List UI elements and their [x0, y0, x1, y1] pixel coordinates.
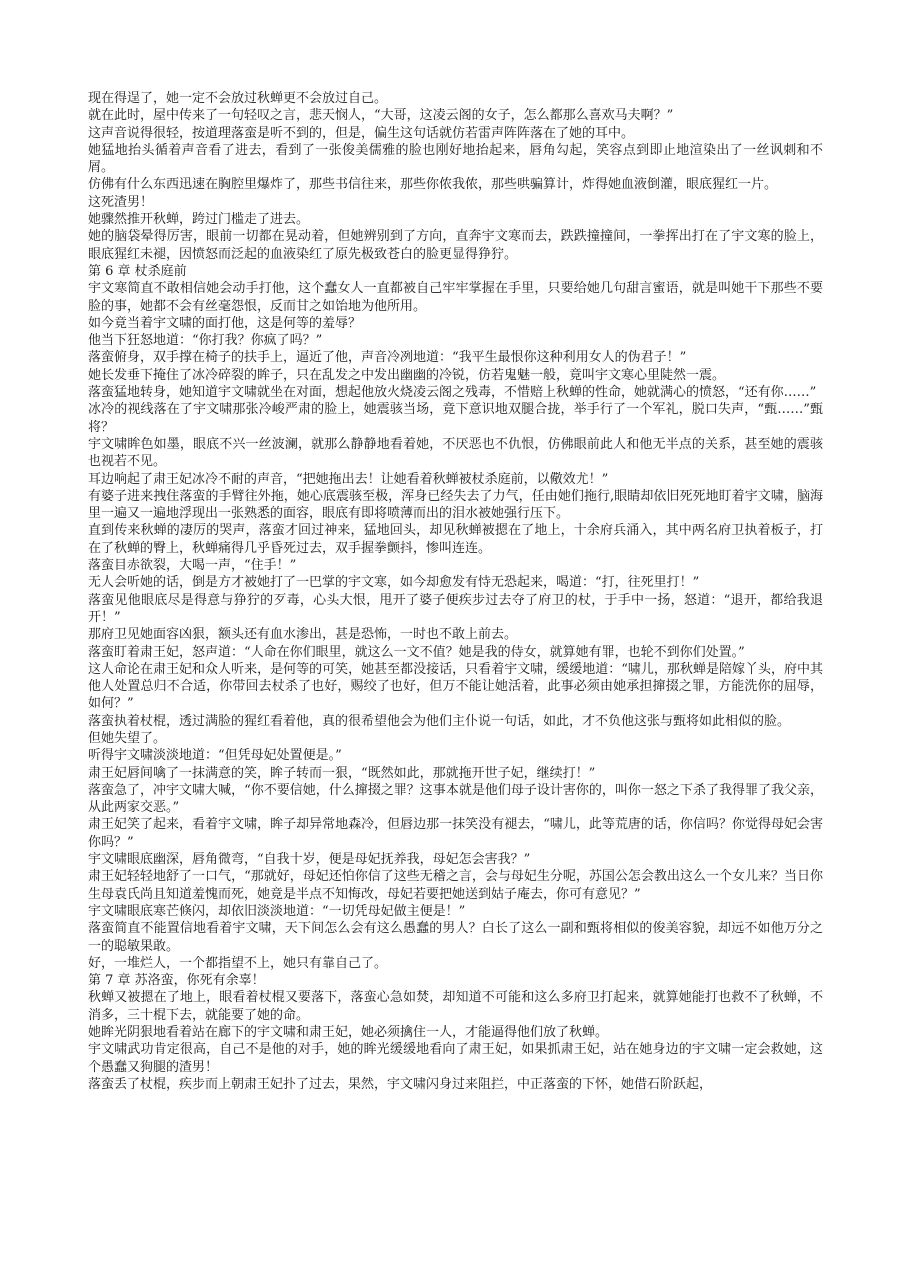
paragraph: 那府卫见她面容凶狠，额头还有血水渗出，甚是恐怖，一时也不敢上前去。 [88, 627, 518, 643]
paragraph: 这声音说得很轻，按道理落蛮是听不到的，但是，偏生这句话就仿若雷声阵阵落在了她的耳中。 [88, 125, 635, 141]
paragraph: 她长发垂下掩住了冰冷碎裂的眸子，只在乱发之中发出幽幽的冷锐，仿若鬼魅一般，竟叫宇文寒心里陡然一震。 [88, 367, 726, 383]
paragraph: 听得宇文啸淡淡地道：“但凭母妃处置便是。” [88, 748, 342, 764]
paragraph: 肃王妃唇间噙了一抹满意的笑，眸子转而一狠，“既然如此，那就拖开世子妃，继续打！” [88, 765, 596, 781]
paragraph: 落蛮见他眼底尽是得意与狰狞的歹毒，心头大恨，甩开了婆子便疾步过去夺了府卫的杖，于手中一扬，怒道：“退开，都给我退开！” [88, 592, 823, 625]
paragraph: 宇文寒简直不敢相信她会动手打他，这个蠢女人一直都被自己牢牢掌握在手里，只要给她几句甜言蜜语，就是叫她干下那些不要脸的事，她都不会有丝毫怨恨，反而甘之如饴地为他所用。 [88, 281, 823, 314]
paragraph: 落蛮执着杖棍，透过满脸的猩红看着他，真的很希望他会为他们主仆说一句话，如此，才不负他这张与甄将如此相似的脸。 [88, 713, 791, 729]
paragraph: 肃王妃轻轻地舒了一口气，“那就好，母妃还怕你信了这些无稽之言，会与母妃生分呢，苏国公怎会教出这么一个女儿来？当日你生母袁氏尚且知道羞愧而死，她竟是半点不知悔改，母妃若要把她送到姑子庵去，你可有意见？” [88, 869, 823, 902]
paragraph: 肃王妃笑了起来，看着宇文啸，眸子却异常地森冷，但唇边那一抹笑没有褪去，“啸儿，此等荒唐的话，你信吗？你觉得母妃会害你吗？” [88, 817, 823, 850]
paragraph: 这人命论在肃王妃和众人听来，是何等的可笑，她甚至都没接话，只看着宇文啸，缓缓地道：“啸儿，那秋蝉是陪嫁丫头，府中其他人处置总归不合适，你带回去杖杀了也好，赐绞了也好，但万不能让她活着，此事必须由她承担撺掇之罪，方能洗你的屈辱，如何？” [88, 661, 823, 712]
paragraph: 落蛮急了，冲宇文啸大喊，“你不要信她，什么撺掇之罪？这事本就是他们母子设计害你的，叫你一怒之下杀了我得罪了我父亲，从此两家交恶。” [88, 782, 823, 816]
paragraph: 宇文啸武功肯定很高，自己不是他的对手，她的眸光缓缓地看向了肃王妃，如果抓肃王妃，站在她身边的宇文啸一定会救她，这个愚蠢又狗腿的渣男！ [88, 1042, 823, 1075]
paragraph: 好，一堆烂人，一个都指望不上，她只有靠自己了。 [88, 955, 388, 971]
paragraph: 宇文啸眼底幽深，唇角微弯，“自我十岁，便是母妃抚养我，母妃怎会害我？” [88, 852, 531, 868]
paragraph: 她猛地抬头循着声音看了进去，看到了一张俊美儒雅的脸也刚好地抬起来，唇角勾起，笑容点到即止地渲染出了一丝讽刺和不屑。 [88, 142, 823, 176]
paragraph: 她的脑袋晕得厉害，眼前一切都在晃动着，但她辨别到了方向，直奔宇文寒而去，跌跌撞撞间，一拳挥出打在了宇文寒的脸上，眼底猩红未褪，因愤怒而泛起的血液染红了原先极致苍白的脸更显得狰狞。 [88, 229, 823, 262]
paragraph: 就在此时，屋中传来了一句轻叹之言，悲天悯人，“大哥，这凌云阁的女子，怎么都那么喜欢马夫啊？” [88, 108, 674, 124]
paragraph: 落蛮俯身，双手撑在椅子的扶手上，逼近了他，声音冷冽地道：“我平生最恨你这种利用女人的伪君子！” [88, 350, 687, 366]
paragraph: 她眸光阴狠地看着站在廊下的宇文啸和肃王妃，她必须擒住一人，才能逼得他们放了秋蝉。 [88, 1025, 609, 1041]
document-page [88, 90, 823, 1093]
paragraph: 他当下狂怒地道：“你打我？你疯了吗？” [88, 333, 323, 349]
paragraph: 冰冷的视线落在了宇文啸那张冷峻严肃的脸上，她震骇当场，竟下意识地双腿合拢，举手行了一个军礼，脱口失声，“甄……”甄将？ [88, 402, 823, 435]
paragraph: 有婆子进来拽住落蛮的手臂往外拖，她心底震骇至极，浑身已经失去了力气，任由她们拖行,眼睛却依旧死死地盯着宇文啸，脑海里一遍又一遍地浮现出一张熟悉的面容，眼底有即将喷薄而出的泪水被她强行压下。 [88, 488, 823, 522]
paragraph: 落蛮盯着肃王妃，怒声道：“人命在你们眼里，就这么一文不值？她是我的侍女，就算她有罪，也轮不到你们处置。” [88, 644, 745, 660]
paragraph: 如今竟当着宇文啸的面打他，这是何等的羞辱？ [88, 315, 362, 331]
paragraph: 耳边响起了肃王妃冰冷不耐的声音，“把她拖出去！让她看着秋蝉被杖杀庭前，以儆效尤！” [88, 471, 609, 487]
chapter-heading: 第 7 章 苏洛蛮，你死有余辜！ [88, 973, 265, 989]
paragraph: 直到传来秋蝉的凄厉的哭声，落蛮才回过神来，猛地回头，却见秋蝉被摁在了地上，十余府兵涌入，其中两名府卫执着板子，打在了秋蝉的臀上，秋蝉痛得几乎昏死过去，双手握拳颤抖，惨叫连连。 [88, 523, 823, 556]
paragraph: 落蛮目赤欲裂，大喝一声，“住手！” [88, 558, 297, 574]
paragraph: 落蛮简直不能置信地看着宇文啸，天下间怎么会有这么愚蠢的男人？白长了这么一副和甄将相似的俊美容貌，却远不如他万分之一的聪敏果敢。 [88, 921, 823, 954]
paragraph: 秋蝉又被摁在了地上，眼看着杖棍又要落下，落蛮心急如焚，却知道不可能和这么多府卫打起来，就算她能打也救不了秋蝉，不消多，三十棍下去，就能要了她的命。 [88, 990, 823, 1023]
paragraph: 但她失望了。 [88, 730, 167, 746]
paragraph: 仿佛有什么东西迅速在胸腔里爆炸了，那些书信往来，那些你侬我侬，那些哄骗算计，炸得她血液倒灌，眼底猩红一片。 [88, 177, 778, 193]
paragraph: 宇文啸眼底寒芒倏闪，却依旧淡淡地道：“一切凭母妃做主便是！” [88, 903, 466, 919]
paragraph: 宇文啸眸色如墨，眼底不兴一丝波澜，就那么静静地看着她，不厌恶也不仇恨，仿佛眼前此人和他无半点的关系，甚至她的震骇也视若不见。 [88, 436, 823, 470]
paragraph: 落蛮丢了杖棍，疾步而上朝肃王妃扑了过去，果然，宇文啸闪身过来阻拦，中正落蛮的下怀，她借石阶跃起， [88, 1076, 713, 1092]
paragraph: 现在得逞了，她一定不会放过秋蝉更不会放过自己。 [88, 91, 388, 106]
chapter-heading: 第 6 章 杖杀庭前 [88, 263, 187, 279]
paragraph: 她骤然推开秋蝉，跨过门槛走了进去。 [88, 212, 310, 228]
paragraph: 无人会听她的话，倒是方才被她打了一巴掌的宇文寒，如今却愈发有恃无恐起来，喝道：“打，往死里打！” [88, 575, 700, 591]
paragraph: 落蛮猛地转身，她知道宇文啸就坐在对面，想起他放火烧凌云阁之残毒，不惜赔上秋蝉的性命，她就满心的愤怒，“还有你……” [88, 385, 817, 401]
paragraph: 这死渣男！ [88, 194, 154, 210]
